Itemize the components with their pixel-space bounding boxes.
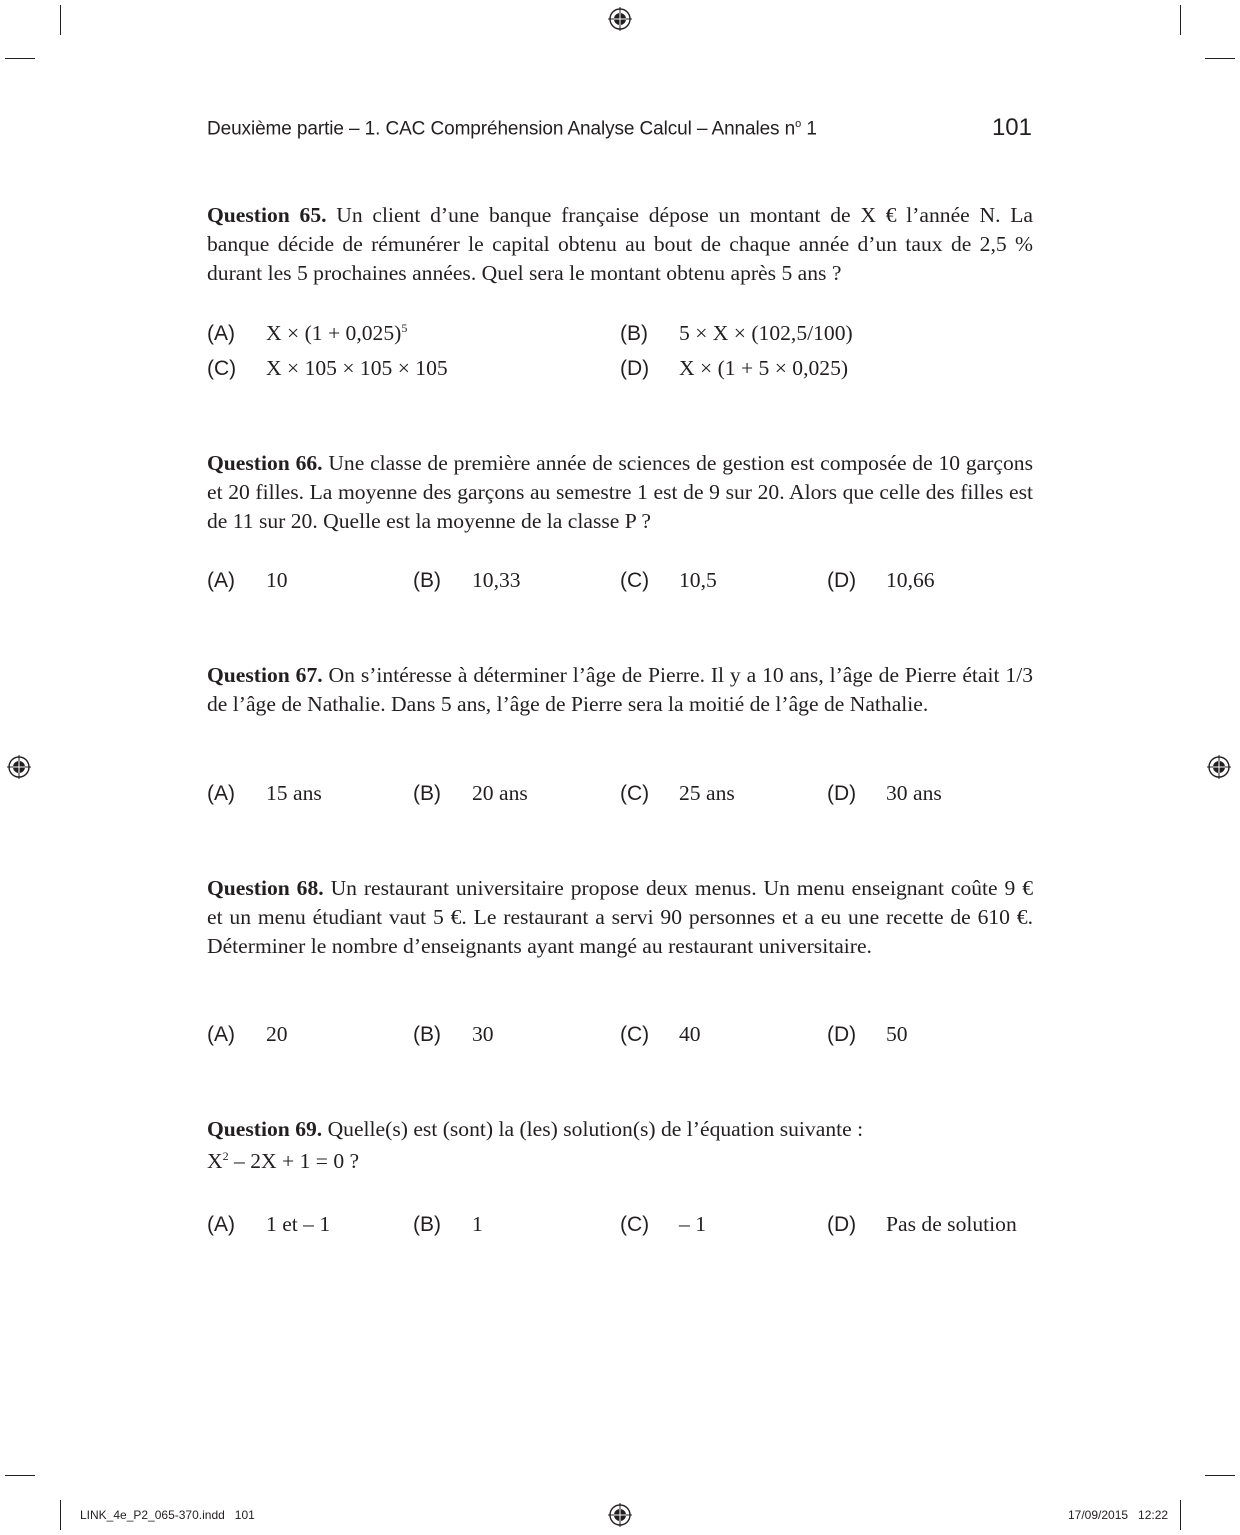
question-65 bbox=[207, 201, 1033, 287]
option-text: 20 bbox=[266, 1022, 288, 1046]
option-text: 15 ans bbox=[266, 781, 322, 805]
question-label: Question 67. bbox=[207, 663, 323, 687]
crop-mark-top-left bbox=[60, 5, 61, 35]
option-text: 10,5 bbox=[679, 568, 717, 592]
crop-mark-right-top bbox=[1205, 58, 1235, 59]
option-letter: (D) bbox=[827, 1213, 857, 1236]
slug-date-time: 17/09/2015 12:22 bbox=[1068, 1508, 1169, 1522]
option-text: – 1 bbox=[679, 1212, 706, 1236]
question-label: Question 65. bbox=[207, 203, 327, 227]
option-text: 10,33 bbox=[472, 568, 521, 592]
option-text: 40 bbox=[679, 1022, 701, 1046]
option-text: X × (1 + 5 × 0,025) bbox=[679, 356, 849, 380]
question-68 bbox=[207, 874, 1033, 960]
question-label: Question 69. bbox=[207, 1117, 323, 1141]
question-text: Un restaurant universitaire propose deux menus. Un menu enseignant coûte 9 € et un menu étudiant vaut 5 €. Le restaurant a servi 90 personnes et a eu une recette de 610 €. Déterminer le nombre d’enseignants ayant mangé au restaurant universitaire. bbox=[207, 876, 1033, 958]
option-text: $X \times (1 + 0,025)^5$ bbox=[266, 321, 408, 346]
registration-mark-icon bbox=[1207, 755, 1231, 779]
option-letter: (D) bbox=[620, 357, 650, 380]
crop-mark-bottom-left bbox=[60, 1500, 61, 1530]
option-letter: (C) bbox=[207, 357, 237, 380]
option-letter: (D) bbox=[827, 569, 857, 592]
crop-mark-left-top bbox=[5, 58, 35, 59]
option-text: Pas de solution bbox=[886, 1212, 1017, 1236]
option-text: 20 ans bbox=[472, 781, 528, 805]
option-letter: (B) bbox=[413, 1023, 441, 1046]
running-header: Deuxième partie – 1. CAC Compréhension Analyse Calcul – Annales $n^o$ 1 bbox=[207, 118, 817, 140]
registration-mark-icon bbox=[608, 7, 632, 31]
option-letter: (B) bbox=[413, 1213, 441, 1236]
option-letter: (A) bbox=[207, 1213, 235, 1236]
question-text: On s’intéresse à déterminer l’âge de Pierre. Il y a 10 ans, l’âge de Pierre était 1/3 de l’âge de Nathalie. Dans 5 ans, l’âge de Pierre sera la moitié de l’âge de Nathalie. bbox=[207, 663, 1033, 716]
option-letter: (A) bbox=[207, 569, 235, 592]
question-text: Un client d’une banque française dépose un montant de X € l’année N. La banque décide de rémunérer le capital obtenu au bout de chaque année d’un taux de 2,5 % durant les 5 prochaines années. Quel sera le montant obtenu après 5 ans ? bbox=[207, 203, 1034, 285]
question-label: Question 66. bbox=[207, 451, 323, 475]
question-text: Une classe de première année de sciences de gestion est composée de 10 garçons et 20 filles. La moyenne des garçons au semestre 1 est de 9 sur 20. Alors que celle des filles est de 11 sur 20. Quelle est la moyenne de la classe P ? bbox=[207, 451, 1033, 533]
option-text: 10 bbox=[266, 568, 288, 592]
option-text: 1 bbox=[472, 1212, 483, 1236]
question-label: Question 68. bbox=[207, 876, 324, 900]
option-text: X × 105 × 105 × 105 bbox=[266, 356, 448, 380]
crop-mark-bottom-right bbox=[1180, 1500, 1181, 1530]
option-text: 5 × X × (102,5/100) bbox=[679, 321, 853, 345]
crop-mark-top-right bbox=[1180, 5, 1181, 35]
option-text: 1 et – 1 bbox=[266, 1212, 331, 1236]
option-letter: (D) bbox=[827, 782, 857, 805]
option-letter: (B) bbox=[620, 322, 648, 345]
option-letter: (D) bbox=[827, 1023, 857, 1046]
option-letter: (A) bbox=[207, 1023, 235, 1046]
option-letter: (B) bbox=[413, 782, 441, 805]
page-number: 101 bbox=[991, 114, 1032, 141]
option-letter: (A) bbox=[207, 322, 235, 345]
crop-mark-right-bottom bbox=[1205, 1475, 1235, 1476]
crop-mark-left-bottom bbox=[5, 1475, 35, 1476]
question-66 bbox=[207, 449, 1033, 535]
question-text: Quelle(s) est (sont) la (les) solution(s) de l’équation suivante : bbox=[322, 1117, 864, 1141]
option-text: 25 ans bbox=[679, 781, 735, 805]
option-text: 30 ans bbox=[886, 781, 942, 805]
option-text: 10,66 bbox=[886, 568, 935, 592]
option-letter: (C) bbox=[620, 569, 650, 592]
question-69 bbox=[207, 1115, 1033, 1144]
option-letter: (C) bbox=[620, 1023, 650, 1046]
equation: $X^2 - 2X + 1 = 0$ ? bbox=[207, 1149, 360, 1174]
option-letter: (C) bbox=[620, 1213, 650, 1236]
option-text: 50 bbox=[886, 1022, 908, 1046]
slug-file-name: LINK_4e_P2_065-370.indd 101 bbox=[80, 1508, 255, 1522]
option-letter: (B) bbox=[413, 569, 441, 592]
option-letter: (A) bbox=[207, 782, 235, 805]
registration-mark-icon bbox=[608, 1503, 632, 1527]
option-letter: (C) bbox=[620, 782, 650, 805]
option-text: 30 bbox=[472, 1022, 494, 1046]
registration-mark-icon bbox=[7, 755, 31, 779]
question-67 bbox=[207, 661, 1033, 719]
